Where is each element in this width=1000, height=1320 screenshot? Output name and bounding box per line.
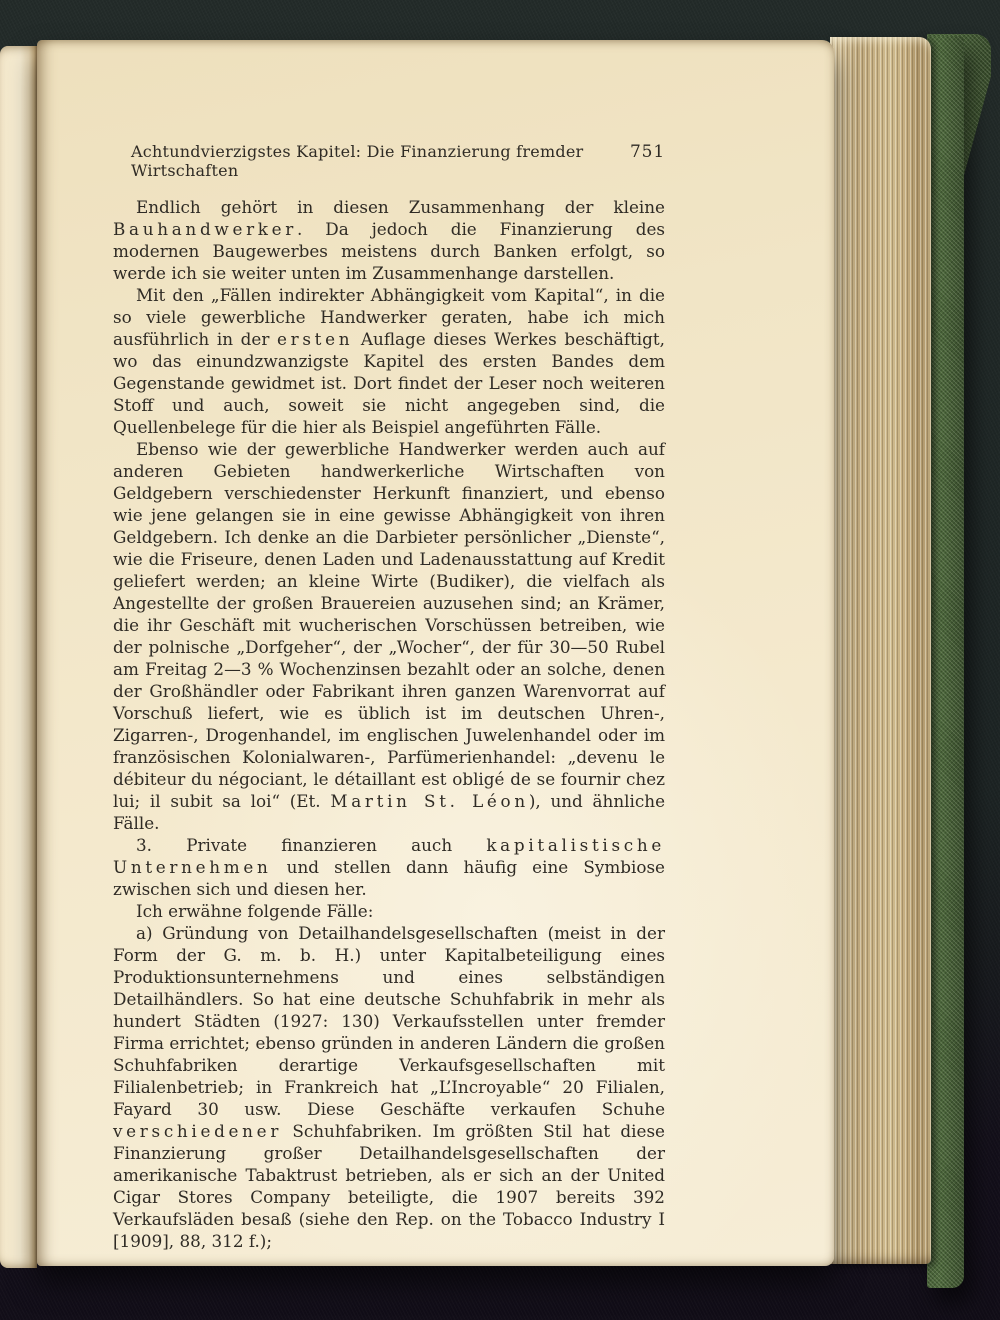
left-page-edge [0, 46, 37, 1268]
book-page [37, 40, 834, 1266]
paragraph: Endlich gehört in diesen Zusammenhang der kleine Bauhandwerker. Da jedoch die Finanzierung des modernen Baugewerbes meistens durch Banken erfolgt, so werde ich sie weiter unten im Zusammenhange darstellen. [113, 197, 665, 283]
page-header [113, 142, 665, 180]
page-number: 751 [630, 142, 665, 162]
paragraph: Ebenso wie der gewerbliche Handwerker werden auch auf anderen Gebieten handwerkerliche Wirtschaften von Geldgebern verschiedenster Herkunft finanziert, und ebenso wie jene gelangen sie in eine gewisse Abhängigkeit von ihren Geldgebern. Ich denke an die Darbieter persönlicher „Dienste“, wie die Friseure, denen Laden und Ladenausstattung auf Kredit geliefert werden; an kleine Wirte (Budiker), die vielfach als Angestellte der großen Brauereien auzusehen sind; an Krämer, die ihr Geschäft mit wucherischen Vorschüssen betreiben, wie der polnische „Dorfgeher“, der „Wocher“, der für 30—50 Rubel am Freitag 2—3 % Wochenzinsen bezahlt oder an solche, denen der Großhändler oder Fabrikant ihren ganzen Warenvorrat auf Vorschuß liefert, wie es üblich ist im deutschen Uhren-, Zigarren-, Drogenhandel, im englischen Juwelenhandel oder im französischen Kolonialwaren-, Parfümerienhandel: „devenu le débiteur du négociant, le détaillant est obligé de se fournir chez lui; il subit sa loi“ (Et. Martin St. Léon), und ähnliche Fälle. [113, 439, 665, 833]
fore-edge-pages [830, 37, 931, 1264]
paragraph: 3. Private finanzieren auch kapitalistische Unternehmen und stellen dann häufig eine Symbiose zwischen sich und diesen her. [113, 835, 665, 899]
page-text [113, 196, 665, 1252]
paragraph: Ich erwähne folgende Fälle: [136, 901, 374, 921]
book-cover [927, 36, 964, 1288]
chapter-heading: Achtundvierzigstes Kapitel: Die Finanzierung fremder Wirtschaften [131, 142, 584, 180]
page-content [113, 142, 665, 1252]
paragraph: Mit den „Fällen indirekter Abhängigkeit vom Kapital“, in die so viele gewerbliche Handwerker geraten, habe ich mich ausführlich in der ersten Auflage dieses Werkes beschäftigt, wo das einundzwanzigste Kapitel des ersten Bandes dem Gegenstande gewidmet ist. Dort findet der Leser noch weiteren Stoff und auch, soweit sie nicht angegeben sind, die Quellenbelege für die hier als Beispiel angeführten Fälle. [113, 285, 665, 437]
paragraph: a) Gründung von Detailhandelsgesellschaften (meist in der Form der G. m. b. H.) unter Kapitalbeteiligung eines Produktionsunternehmens und eines selbständigen Detailhändlers. So hat eine deutsche Schuhfabrik in mehr als hundert Städten (1927: 130) Verkaufsstellen unter fremder Firma errichtet; ebenso gründen in anderen Ländern die großen Schuhfabriken derartige Verkaufsgesellschaften mit Filialenbetrieb; in Frankreich hat „L’Incroyable“ 20 Filialen, Fayard 30 usw. Diese Geschäfte verkaufen Schuhe verschiedener Schuhfabriken. Im größten Stil hat diese Finanzierung großer Detailhandelsgesellschaften der amerikanische Tabaktrust betrieben, als er sich an der United Cigar Stores Company beteiligte, die 1907 bereits 392 Verkaufsläden besaß (siehe den Rep. on the Tobacco Industry I [1909], 88, 312 f.); [113, 923, 665, 1251]
